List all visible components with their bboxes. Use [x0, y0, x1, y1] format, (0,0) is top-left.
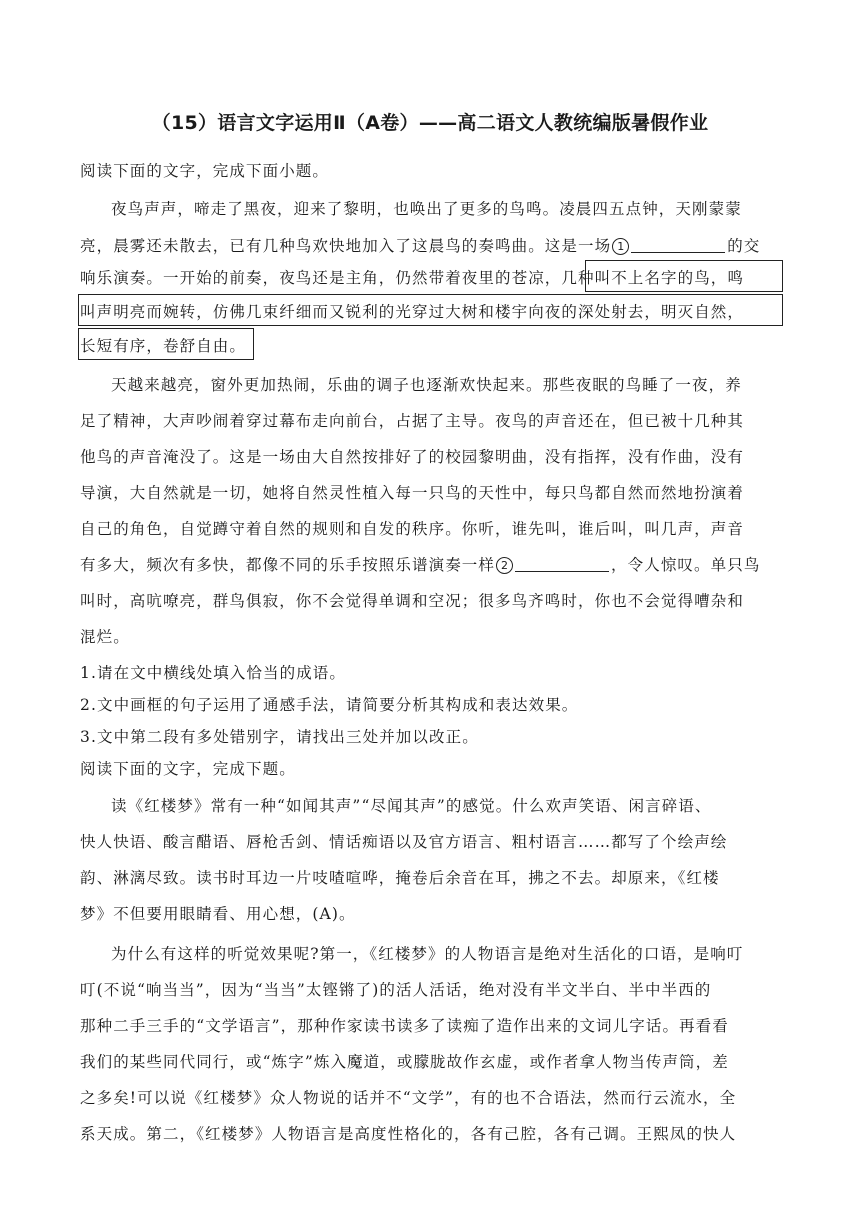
passage1-p2-line4: 导演，大自然就是一切，她将自然灵性植入每一只鸟的天性中，每只鸟都自然而然地扮演着	[80, 484, 745, 502]
passage2-p2-line2: 叮(不说“响当当”，因为“当当”太铿锵了)的活人活话，绝对没有半文半白、半中半西的	[80, 981, 712, 999]
section1-intro: 阅读下面的文字，完成下面小题。	[80, 162, 330, 180]
passage2-p2-line5: 之多矣!可以说《红楼梦》众人物说的话并不“文学”，有的也不合语法，然而行云流水，全	[80, 1089, 737, 1107]
passage2-p2-line6: 系天成。第二，《红楼梦》人物语言是高度性格化的，各有己腔，各有己调。王熙凤的快人	[80, 1125, 737, 1143]
boxed-sentence-frame-3	[78, 328, 254, 360]
passage1-p2-line8: 混烂。	[80, 628, 130, 646]
passage1-p2-line1: 天越来越亮，窗外更加热闹，乐曲的调子也逐渐欢快起来。那些夜眠的鸟睡了一夜，养	[111, 376, 742, 394]
blank-number-1: 1	[612, 238, 629, 255]
section2-intro: 阅读下面的文字，完成下题。	[80, 760, 296, 778]
blank-number-2: 2	[496, 557, 513, 574]
boxed-sentence-frame-2	[78, 294, 783, 326]
passage2-p2-line1: 为什么有这样的听觉效果呢?第一，《红楼梦》的人物语言是绝对生活化的口语，是响叮	[111, 945, 744, 963]
passage1-p2-line7: 叫时，高吭嘹亮，群鸟俱寂，你不会觉得单调和空况；很多鸟齐鸣时，你也不会觉得嘈杂和	[80, 592, 745, 610]
passage2-p1-line4: 梦》不但要用眼睛看、用心想，(A)。	[80, 905, 356, 923]
passage2-p1-line1: 读《红楼梦》常有一种“如闻其声”“尽闻其声”的感觉。什么欢声笑语、闲言碎语、	[111, 797, 712, 815]
fill-blank-2[interactable]	[515, 557, 609, 572]
question-3: 3.文中第二段有多处错别字，请找出三处并加以改正。	[80, 728, 479, 746]
passage2-p2-line4: 我们的某些同代同行，或“炼字”炼入魔道，或朦胧故作玄虚，或作者拿人物当传声筒，差	[80, 1053, 729, 1071]
passage1-p1-line1: 夜鸟声声，啼走了黑夜，迎来了黎明，也唤出了更多的鸟鸣。凌晨四五点钟，天刚蒙蒙	[111, 200, 742, 218]
passage1-p2-line3: 他鸟的声音淹没了。这是一场由大自然按排好了的校园黎明曲，没有指挥，没有作曲，没有	[80, 448, 745, 466]
question-2: 2.文中画框的句子运用了通感手法，请简要分析其构成和表达效果。	[80, 696, 579, 714]
passage1-p1-line3: 响乐演奏。一开始的前奏，夜鸟还是主角，仍然带着夜里的苍凉，几种叫不上名字的鸟，鸣	[80, 269, 745, 287]
passage2-p1-line2: 快人快语、酸言醋语、唇枪舌剑、情话痴语以及官方语言、粗村语言……都写了个绘声绘	[80, 833, 728, 851]
boxed-sentence-frame-1	[585, 260, 783, 292]
page-title: （15）语言文字运用Ⅱ（A卷）——高二语文人教统编版暑假作业	[151, 112, 709, 134]
passage2-p2-line3: 那种二手三手的“文学语言”，那种作家读书读多了读痴了造作出来的文词儿字话。再看看	[80, 1017, 729, 1035]
passage1-p2-line5: 自己的角色，自觉蹲守着自然的规则和自发的秩序。你听，谁先叫，谁后叫，叫几声，声音	[80, 520, 745, 538]
passage1-p2-line6: 有多大，频次有多快，都像不同的乐手按照乐谱演奏一样 2 ，令人惊叹。单只鸟	[80, 556, 761, 574]
passage1-p1-line2: 亮，晨雾还未散去，已有几种鸟欢快地加入了这晨鸟的奏鸣曲。这是一场 1 的交	[80, 237, 761, 255]
passage1-p2-line2: 足了精神，大声吵闹着穿过幕布走向前台，占据了主导。夜鸟的声音还在，但已被十几种其	[80, 412, 745, 430]
passage1-p1-line4: 叫声明亮而婉转，仿佛几束纤细而又锐利的光穿过大树和楼宇向夜的深处射去，明灭自然，	[80, 303, 745, 321]
fill-blank-1[interactable]	[631, 238, 725, 253]
passage2-p1-line3: 韵、淋漓尽致。读书时耳边一片吱喳喧哗，掩卷后余音在耳，拂之不去。却原来，《红楼	[80, 869, 720, 887]
passage1-p1-line5: 长短有序，卷舒自由。	[80, 337, 247, 355]
boxed-sentence-part1: 几种叫不上名字的鸟，鸣	[561, 269, 745, 287]
question-1: 1.请在文中横线处填入恰当的成语。	[80, 664, 346, 682]
